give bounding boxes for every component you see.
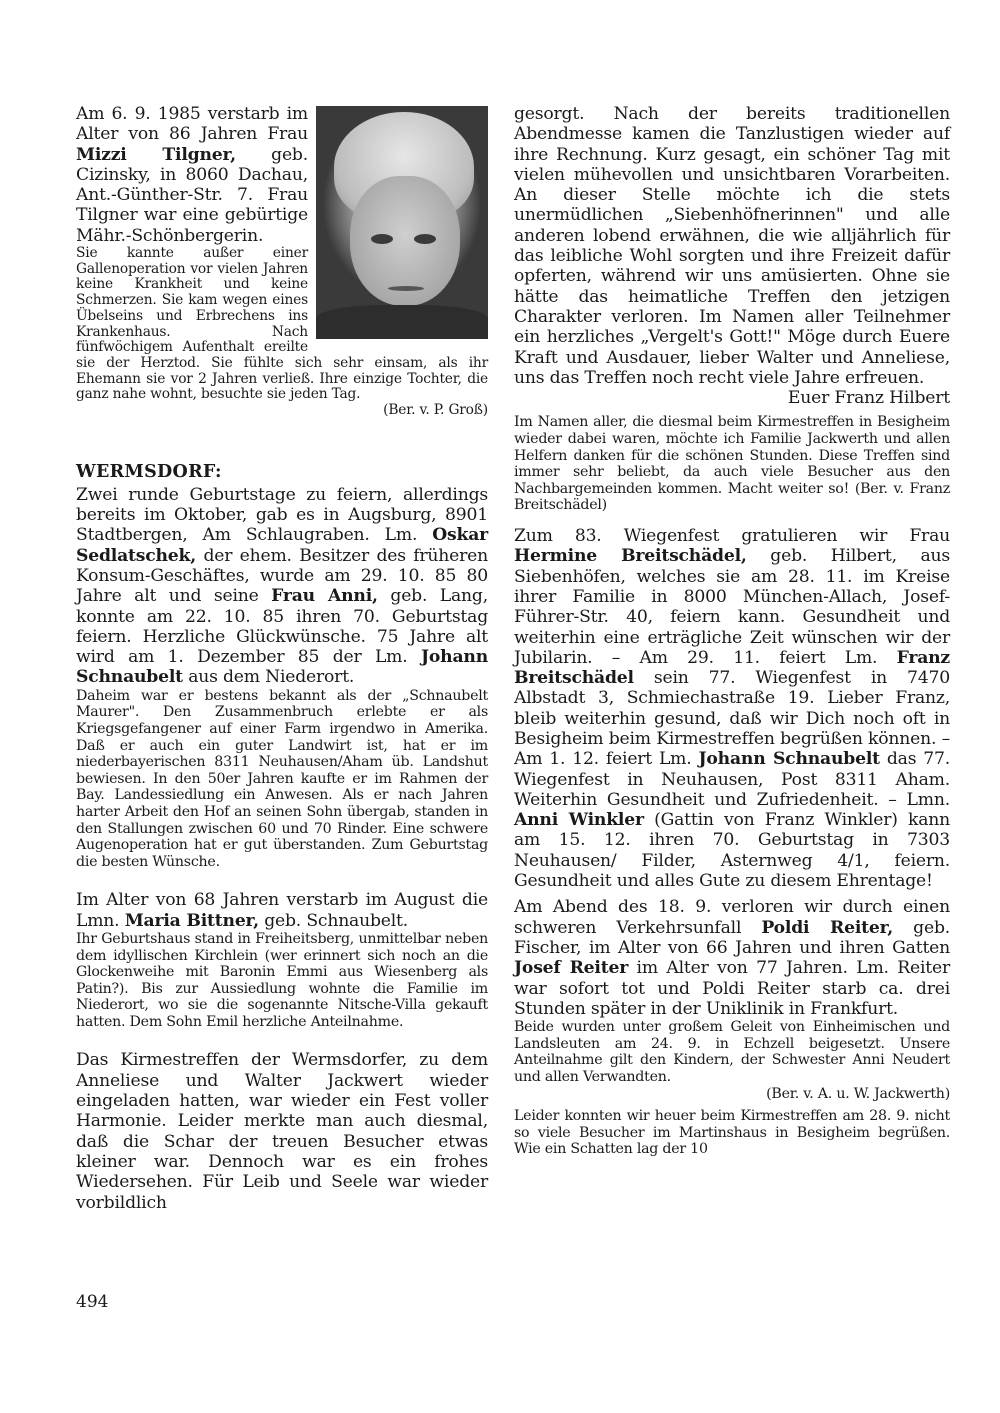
- text-run: Beide wurden unter großem Geleit von Einheimischen und Landsleuten am 24. 9. in Echzell beigesetzt. Unsere Anteilnahme gilt den Kindern, der Schwester Anni Neudert und allen Verwandten.: [514, 1019, 950, 1085]
- person-name: Anni Winkler: [514, 810, 644, 831]
- section-heading: WERMSDORF:: [76, 461, 222, 482]
- text-run: geb. Schnaubelt.: [258, 910, 409, 931]
- person-name: Mizzi Tilgner,: [76, 144, 236, 165]
- person-name: Maria Bittner,: [124, 910, 259, 931]
- thanks-paragraph: [514, 414, 950, 514]
- text-run: Am 6. 9. 1985 verstarb im Alter von 86 Jahren Frau: [76, 104, 308, 145]
- person-name: Josef Reiter: [514, 958, 629, 979]
- author-credit: (Ber. v. P. Groß): [383, 402, 488, 419]
- person-name: Oskar Sedlatschek,: [76, 525, 488, 566]
- text-run: Sie kannte außer einer Gallenoperation vor vielen Jahren keine Krankheit und keine Schmerzen. Sie kam wegen eines Übelseins und Erbrechens ins Krankenhaus. Nach fünfwöchigem Aufenthalt ereilte sie der Herztod. Sie fühlte sich sehr einsam, als ihr Ehemann sie vor 2 Jahren verließ. Ihre einzige Tochter, die ganz nahe wohnt, besuchte sie jeden Tag.: [76, 245, 488, 403]
- text-run: geb. Cizinsky, in 8060 Dachau, Ant.-Günther-Str. 7. Frau Tilgner war eine gebürtige Mähr.-Schönbergerin.: [76, 144, 309, 246]
- left-column: [76, 104, 488, 1213]
- text-run: aus dem Niederort.: [182, 667, 355, 688]
- birthdays-right: [514, 526, 950, 891]
- text-run: Das Kirmestreffen der Wermsdorfer, zu dem Anneliese und Walter Jackwert wieder eingeladen hatten, war wieder ein Fest voller Harmonie. Leider merkte man auch diesmal, daß die Schar der treuen Besucher etwas kleiner war. Dennoch war es ein frohes Wiedersehen. Für Leib und Seele war wieder vorbildlich: [76, 1050, 488, 1213]
- obituary-bittner-body: [76, 931, 488, 1031]
- right-column: [514, 104, 950, 1158]
- obituary-reiter-body: [514, 1019, 950, 1085]
- person-name: Franz Breitschädel: [514, 647, 950, 689]
- text-run: geb. Lang, konnte am 22. 10. 85 ihren 70. Geburtstag feiern. Herzliche Glückwünsche. 75 Jahre alt wird am 1. Dezember 85 der Lm.: [76, 586, 488, 668]
- text-run: geb. Fischer, im Alter von 66 Jahren und ihren Gatten: [514, 917, 951, 958]
- photo-eye: [414, 234, 436, 244]
- kirmestreffen-article: [76, 1050, 488, 1212]
- text-run: der ehem. Besitzer des früheren Konsum-Geschäftes, wurde am 29. 10. 85 80 Jahre alt und seine: [76, 545, 488, 607]
- text-run: das 77. Wiegenfest in Neuhausen, Post 8311 Aham. Weiterhin Gesundheit und Zufriedenheit. – Lmn.: [514, 749, 951, 810]
- person-name: Johann Schnaubelt: [76, 647, 488, 688]
- text-run: Im Alter von 68 Jahren verstarb im August die Lmn.: [76, 890, 488, 931]
- photo-mouth: [388, 286, 424, 291]
- photo-eye: [371, 234, 393, 244]
- obituary-bittner-intro: [76, 890, 488, 931]
- text-run: Zum 83. Wiegenfest gratulieren wir Frau: [514, 526, 950, 547]
- text-run: Zwei runde Geburtstage zu feiern, allerdings bereits im Oktober, gab es in Augsburg, 8901 Stadtbergen, Am Schlaugraben. Lm.: [76, 484, 488, 546]
- kirmestreffen-besigheim: [514, 1108, 950, 1158]
- obituary-reiter-intro: [514, 897, 950, 1019]
- credit-line: [76, 403, 488, 419]
- text-run: geb. Hilbert, aus Siebenhöfen, welches sie am 28. 11. im Kreise ihrer Familie in 8000 München-Allach, Josef-Führer-Str. 40, feiern kann. Gesundheit und weiterhin eine erträgliche Zeit wünschen wir der Jubilarin. – Am 29. 11. feiert Lm.: [514, 546, 951, 668]
- signature: Euer Franz Hilbert: [787, 388, 950, 409]
- text-run: im Alter von 77 Jahren. Lm. Reiter war sofort tot und Poldi Reiter starb ca. drei Stunden später in der Uniklinik in Frankfurt.: [514, 958, 950, 1019]
- person-name: Johann Schnaubelt: [698, 749, 880, 770]
- text-run: Ihr Geburtshaus stand in Freiheitsberg, unmittelbar neben dem idyllischen Kirchlein (wer erinnert sich noch an die Glockenweihe mit Baronin Emmi aus Wiesenberg als Patin?). Bis zur Aussiedlung wohnte die Familie im Niederort, wo sie die sogenannte Nitsche-Villa gekauft hatten. Dem Sohn Emil herzliche Anteilnahme.: [76, 930, 488, 1030]
- text-run: gesorgt. Nach der bereits traditionellen Abendmesse kamen die Tanzlustigen wieder auf ihre Rechnung. Kurz gesagt, ein schöner Tag mit vielen mühevollen und unsichtbaren Vorarbeiten. An dieser Stelle möchte ich die stets unermüdlichen „Siebenhöfnerinnen" und alle anderen lobend erwähnen, die wie alljährlich für das leibliche Wohl sorgten und ihre Freizeit dafür opferten, während wir uns amüsierten. Ohne sie hätte das heimatliche Treffen den jetzigen Charakter verloren. Im Namen aller Teilnehmer ein herzliches „Vergelt's Gott!" Möge durch Euere Kraft und Ausdauer, lieber Walter und Anneliese, uns das Treffen noch recht viele Jahre erfreuen.: [514, 104, 950, 388]
- kirmestreffen-continued: [514, 104, 950, 388]
- author-credit: (Ber. v. A. u. W. Jackwerth): [766, 1085, 950, 1102]
- person-name: Poldi Reiter,: [761, 917, 894, 938]
- photo-shoulders: [316, 305, 488, 339]
- text-run: sein 77. Wiegenfest in 7470 Albstadt 3, Schmiechastraße 19. Lieber Franz, bleib weiterhin gesund, daß wir Dich noch oft in Besigheim beim Kirmestreffen begrüßen können. – Am 1. 12. feiert Lm.: [514, 668, 950, 770]
- text-run: Daheim war er bestens bekannt als der „Schnaubelt Maurer". Den Zusammenbruch erlebte er als Kriegsgefangener auf einer Farm irgendwo in Amerika. Daß er auch ein guter Landwirt ist, hat er im niederbayerischen 8311 Neuhausen/Aham üb. Landshut bewiesen. In den 50er Jahren kaufte er im Rahmen der Bay. Landessiedlung ein Anwesen. Als er nach Jahren harter Arbeit den Hof an seinen Sohn übergab, standen in den Stallungen zwischen 60 und 70 Rinder. Eine schwere Augenoperation hat er gut überstanden. Zum Geburtstag die besten Wünsche.: [76, 687, 488, 870]
- birthdays-intro: [76, 485, 488, 688]
- text-run: Leider konnten wir heuer beim Kirmestreffen am 28. 9. nicht so viele Besucher im Martinshaus in Besigheim begrüßen. Wie ein Schatten lag der 10: [514, 1108, 950, 1158]
- portrait-photo: [316, 106, 488, 339]
- text-run: Im Namen aller, die diesmal beim Kirmestreffen in Besigheim wieder dabei waren, möchte ich Familie Jackwerth und allen Helfern danken für die schönen Stunden. Diese Treffen sind immer sehr beliebt, da auch viele Besucher aus den Nachbargemeinden kommen. Macht weiter so!: [514, 414, 950, 497]
- person-name: Frau Anni,: [271, 586, 378, 607]
- person-name: Hermine Breitschädel,: [514, 546, 747, 567]
- text-run: Am Abend des 18. 9. verloren wir durch einen schweren Verkehrsunfall: [514, 897, 950, 938]
- birthdays-body: [76, 688, 488, 871]
- author-credit: (Ber. v. Franz Breitschädel): [514, 480, 951, 514]
- text-run: (Gattin von Franz Winkler) kann am 15. 12. ihren 70. Geburtstag in 7303 Neuhausen/ Filder, Asternweg 4/1, feiern. Gesundheit und alles Gute zu diesem Ehrentage!: [514, 810, 950, 892]
- page-number: 494: [76, 1292, 109, 1312]
